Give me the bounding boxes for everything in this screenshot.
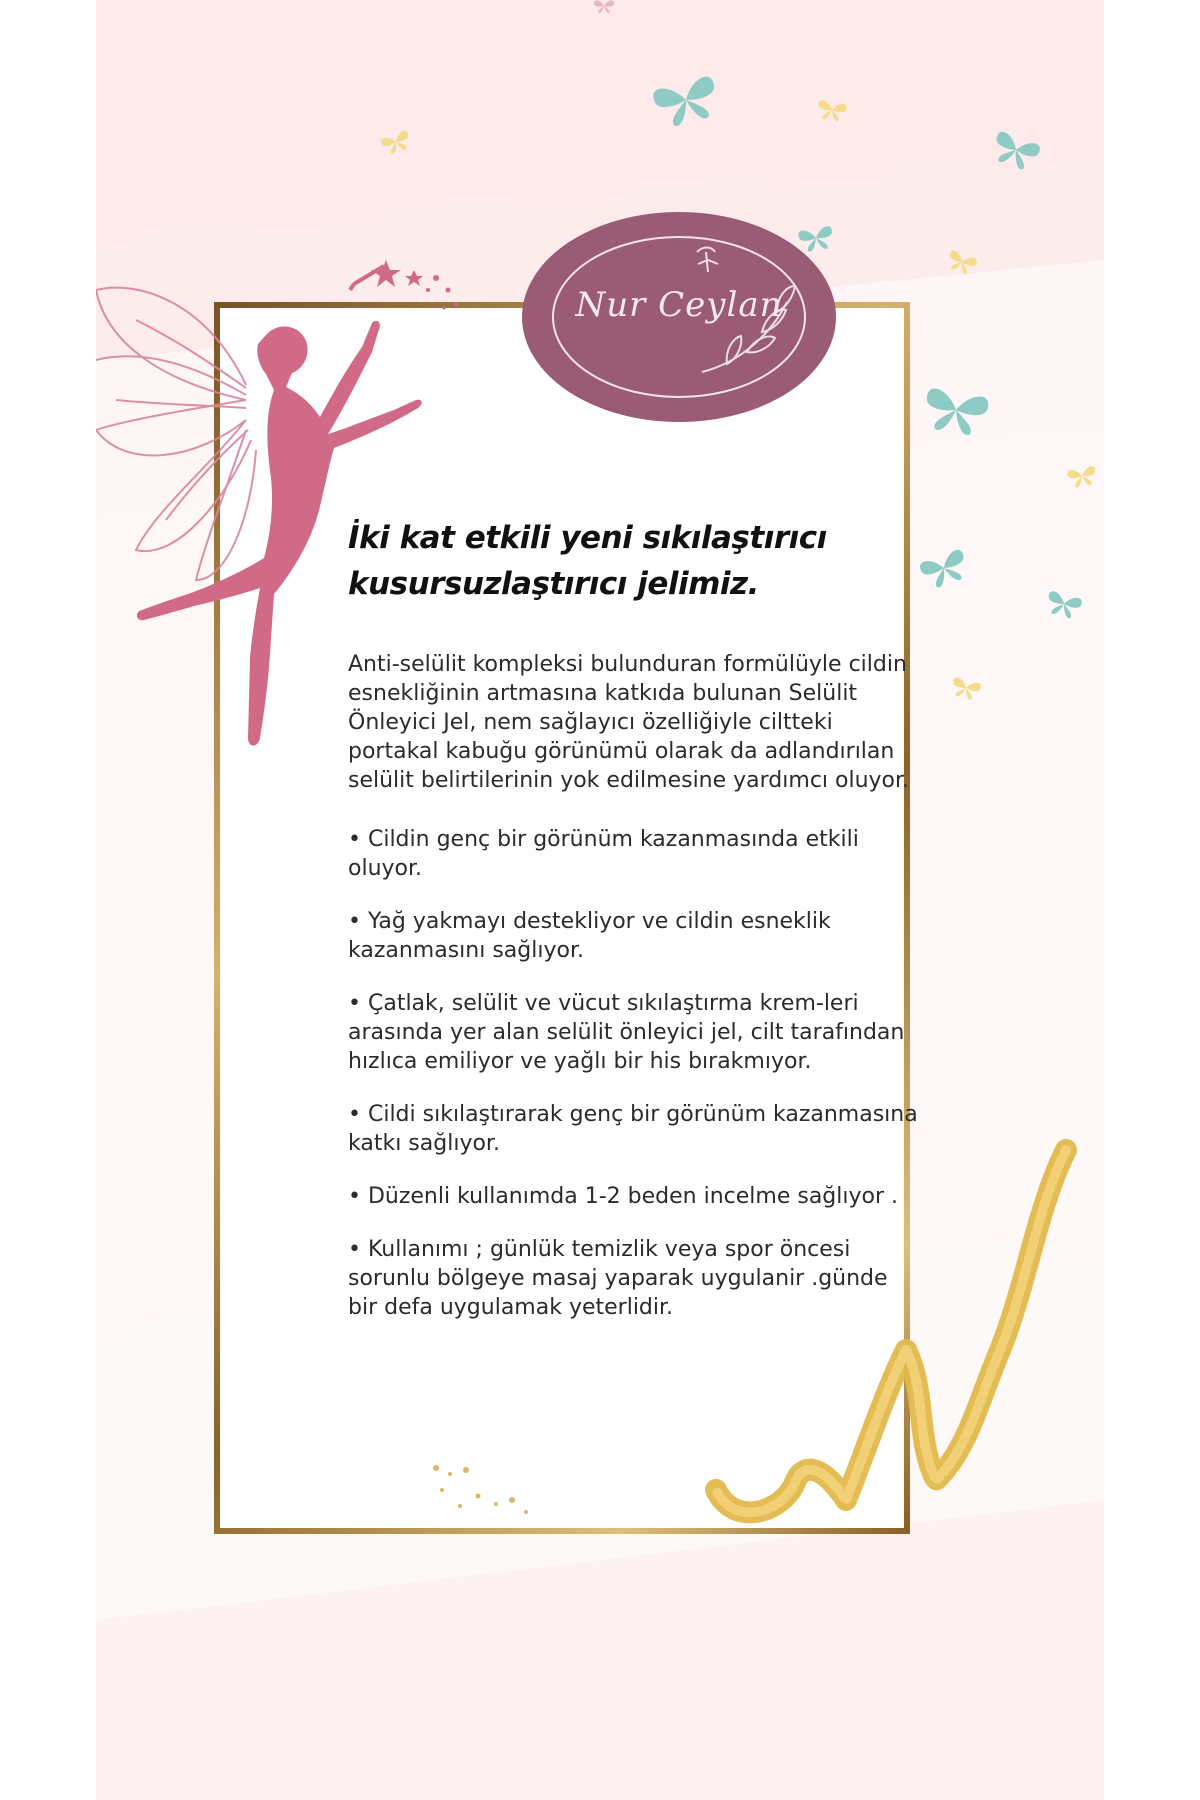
description bbox=[348, 650, 918, 1346]
headline-line-1: İki kat etkili yeni sıkılaştırıcı bbox=[348, 520, 827, 556]
bullet-item: • Çatlak, selülit ve vücut sıkılaştırma krem-leri arasında yer alan selülit önleyici jel, cilt tarafından hızlıca emiliyor ve yağlı bir his bırakmıyor. bbox=[348, 991, 905, 1074]
headline bbox=[348, 515, 908, 607]
intro-paragraph: Anti-selülit kompleksi bulunduran formülüyle cildin esnekliğinin artmasına katkıda bulunan Selülit Önleyici Jel, nem sağlayıcı özelliğiyle ciltteki portakal kabuğu görünümü olarak da adlandırılan selülit belirtilerinin yok edilmesine yardımcı oluyor. bbox=[348, 652, 910, 793]
bullet-item: • Yağ yakmayı destekliyor ve cildin esneklik kazanmasını sağlıyor. bbox=[348, 909, 831, 963]
bullet-item: • Düzenli kullanımda 1-2 beden incelme sağlıyor . bbox=[348, 1184, 898, 1209]
headline-line-2: kusursuzlaştırıcı jelimiz. bbox=[348, 566, 759, 602]
gold-sparkles bbox=[426, 1460, 546, 1540]
bullet-item: • Kullanımı ; günlük temizlik veya spor öncesi sorunlu bölgeye masaj yaparak uygulanir .günde bir defa uygulamak yeterlidir. bbox=[348, 1237, 888, 1320]
product-card bbox=[96, 0, 1104, 1800]
bullet-item: • Cildin genç bir görünüm kazanmasında etkili oluyor. bbox=[348, 827, 859, 881]
bullet-item: • Cildi sıkılaştırarak genç bir görünüm kazanmasına katkı sağlıyor. bbox=[348, 1102, 918, 1156]
logo-text: Nur Ceylan bbox=[575, 285, 783, 325]
